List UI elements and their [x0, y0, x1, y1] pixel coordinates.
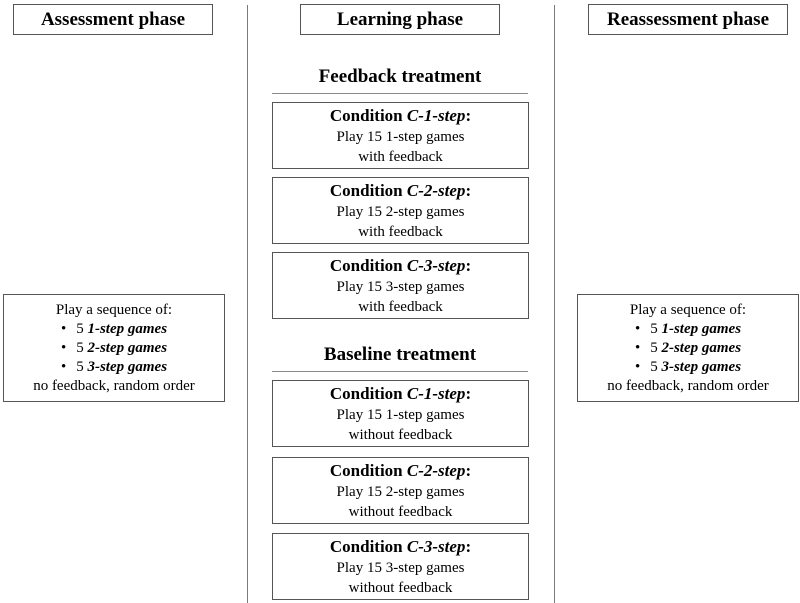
baseline-treatment-title: Baseline treatment — [323, 344, 477, 365]
condition-name: C-1-step — [406, 383, 466, 403]
game-type: 3-step games — [87, 358, 168, 375]
condition-suffix: : — [465, 383, 472, 403]
condition-prefix: Condition — [329, 383, 407, 403]
condition-description: Play 15 2-step games — [336, 203, 465, 220]
condition-heading — [330, 383, 471, 405]
game-count: 5 — [650, 320, 662, 337]
game-count: 5 — [76, 339, 88, 356]
condition-description: Play 15 3-step games — [336, 278, 465, 295]
condition-suffix: : — [465, 460, 472, 480]
condition-name: C-2-step — [406, 180, 466, 200]
condition-name: C-3-step — [406, 255, 466, 275]
condition-suffix: : — [465, 180, 472, 200]
sequence-outro: no feedback, random order — [33, 377, 195, 394]
bullet-icon: • — [634, 320, 641, 337]
condition-heading — [330, 180, 471, 202]
condition-heading — [330, 536, 471, 558]
game-count: 5 — [76, 358, 88, 375]
game-type: 2-step games — [87, 339, 168, 356]
bullet-icon: • — [60, 320, 67, 337]
baseline-condition-3-step — [272, 533, 529, 600]
condition-description: Play 15 2-step games — [336, 483, 465, 500]
sequence-intro: Play a sequence of: — [55, 301, 173, 318]
condition-prefix: Condition — [329, 180, 407, 200]
list-item — [578, 358, 798, 377]
game-type: 1-step games — [661, 320, 742, 337]
condition-description: Play 15 3-step games — [336, 559, 465, 576]
feedback-treatment-rule — [272, 93, 528, 94]
game-type: 1-step games — [87, 320, 168, 337]
condition-heading — [330, 460, 471, 482]
sequence-list — [578, 320, 798, 377]
baseline-treatment-rule — [272, 371, 528, 372]
bullet-icon: • — [634, 358, 641, 375]
condition-prefix: Condition — [329, 460, 407, 480]
condition-feedback-note: without feedback — [348, 503, 453, 520]
learning-phase-label: Learning phase — [336, 8, 464, 30]
game-type: 2-step games — [661, 339, 742, 356]
separator-right — [554, 5, 555, 603]
condition-feedback-note: without feedback — [348, 579, 453, 596]
condition-prefix: Condition — [329, 105, 407, 125]
feedback-treatment-title: Feedback treatment — [318, 66, 482, 87]
feedback-condition-1-step — [272, 102, 529, 169]
assessment-sequence-box — [3, 294, 225, 402]
assessment-phase-label: Assessment phase — [40, 8, 186, 30]
reassessment-phase-label: Reassessment phase — [606, 8, 770, 30]
condition-name: C-2-step — [406, 460, 466, 480]
list-item — [578, 339, 798, 358]
bullet-icon: • — [60, 339, 67, 356]
sequence-intro: Play a sequence of: — [629, 301, 747, 318]
bullet-icon: • — [634, 339, 641, 356]
condition-feedback-note: with feedback — [358, 298, 443, 315]
condition-feedback-note: with feedback — [358, 148, 443, 165]
bullet-icon: • — [60, 358, 67, 375]
condition-suffix: : — [465, 255, 472, 275]
list-item — [4, 358, 224, 377]
condition-heading — [330, 255, 471, 277]
game-count: 5 — [650, 339, 662, 356]
condition-description: Play 15 1-step games — [336, 406, 465, 423]
game-count: 5 — [650, 358, 662, 375]
baseline-condition-1-step — [272, 380, 529, 447]
condition-name: C-1-step — [406, 105, 466, 125]
condition-feedback-note: without feedback — [348, 426, 453, 443]
reassessment-phase-header — [588, 4, 788, 35]
game-type: 3-step games — [661, 358, 742, 375]
game-count: 5 — [76, 320, 88, 337]
sequence-outro: no feedback, random order — [607, 377, 769, 394]
condition-suffix: : — [465, 105, 472, 125]
assessment-phase-header — [13, 4, 213, 35]
learning-phase-header — [300, 4, 500, 35]
separator-left — [247, 5, 248, 603]
condition-heading — [330, 105, 471, 127]
list-item — [4, 339, 224, 358]
condition-prefix: Condition — [329, 255, 407, 275]
feedback-condition-3-step — [272, 252, 529, 319]
condition-prefix: Condition — [329, 536, 407, 556]
list-item — [578, 320, 798, 339]
condition-name: C-3-step — [406, 536, 466, 556]
feedback-condition-2-step — [272, 177, 529, 244]
baseline-condition-2-step — [272, 457, 529, 524]
condition-suffix: : — [465, 536, 472, 556]
sequence-list — [4, 320, 224, 377]
condition-feedback-note: with feedback — [358, 223, 443, 240]
condition-description: Play 15 1-step games — [336, 128, 465, 145]
list-item — [4, 320, 224, 339]
reassessment-sequence-box — [577, 294, 799, 402]
